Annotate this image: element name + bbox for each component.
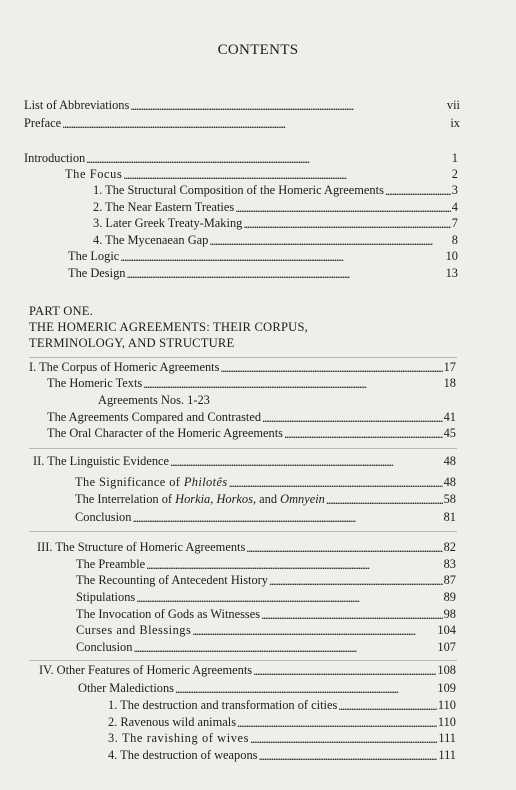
label-text: , (210, 492, 214, 506)
dot-leader (86, 152, 451, 165)
toc-page-number: 81 (443, 510, 456, 524)
dot-leader (246, 541, 442, 554)
toc-entry-label: The Invocation of Gods as Witnesses (76, 607, 261, 621)
label-text: The Significance of (75, 475, 181, 489)
toc-page-number: 109 (437, 681, 456, 695)
toc-entry-label: The Homeric Texts (47, 376, 143, 390)
toc-entry-destruction-weapons[interactable] (108, 748, 456, 762)
toc-entry-label: List of Abbreviations (24, 98, 130, 112)
dot-leader (130, 99, 446, 112)
toc-entry-wild-animals[interactable] (108, 715, 456, 729)
toc-entry-label: Other Maledictions (78, 681, 175, 695)
toc-entry-label: 3. Later Greek Treaty-Making (93, 216, 243, 230)
dot-leader (326, 493, 443, 506)
toc-entry-label: The Design (68, 266, 126, 280)
toc-entry-focus[interactable] (65, 167, 458, 181)
dot-leader (250, 732, 437, 745)
toc-page-number: ix (450, 116, 460, 130)
dot-leader (133, 641, 436, 654)
toc-entry-agreements-nos[interactable]: Agreements Nos. 1-23 (98, 393, 210, 407)
toc-entry-abbreviations[interactable] (24, 98, 460, 112)
toc-entry-label: Stipulations (76, 590, 136, 604)
dot-leader (237, 716, 437, 729)
toc-entry-antecedent-history[interactable] (76, 573, 456, 587)
toc-page-number: 18 (443, 376, 456, 390)
toc-page-number: 89 (443, 590, 456, 604)
toc-entry-preamble[interactable] (76, 557, 456, 571)
toc-entry-label: 1. The Structural Composition of the Homeric Agreements (93, 183, 384, 197)
toc-entry-label: Preface (24, 116, 62, 130)
toc-entry-label: Introduction (24, 151, 86, 165)
toc-page-number: 1 (451, 151, 458, 165)
section-divider (29, 448, 457, 449)
section-divider (29, 531, 457, 532)
toc-page-number: 3 (451, 183, 458, 197)
toc-page-number: 58 (443, 492, 456, 506)
toc-entry-label: I. The Corpus of Homeric Agreements (29, 360, 220, 374)
toc-entry-structural-composition[interactable] (93, 183, 458, 197)
toc-entry-label: II. The Linguistic Evidence (33, 454, 170, 468)
toc-entry-chapter-4[interactable] (39, 663, 456, 677)
toc-page-number: 108 (437, 663, 456, 677)
toc-entry-label: The Logic (68, 249, 120, 263)
toc-entry-introduction[interactable] (24, 151, 458, 165)
toc-page-number: 13 (445, 266, 458, 280)
dot-leader (243, 217, 450, 230)
toc-page-number: 82 (443, 540, 456, 554)
page-title: CONTENTS (217, 42, 299, 58)
italic-term: Omnyein (280, 492, 325, 506)
dot-leader (385, 184, 451, 197)
part-heading-line1: PART ONE. (29, 304, 94, 318)
toc-page-number: 17 (443, 360, 456, 374)
label-text: , and (252, 492, 278, 506)
toc-entry-label: Curses and Blessings (76, 623, 192, 637)
toc-entry-philotes[interactable] (75, 475, 456, 489)
dot-leader (262, 411, 443, 424)
toc-entry-chapter-1[interactable] (29, 360, 456, 374)
toc-page-number: 87 (443, 573, 456, 587)
toc-page-number: 107 (437, 640, 456, 654)
toc-entry-label (75, 475, 228, 489)
toc-entry-design[interactable] (68, 266, 458, 280)
toc-page-number: 2 (451, 167, 458, 181)
dot-leader (126, 267, 444, 280)
dot-leader (132, 511, 442, 524)
toc-entry-label: The Focus (65, 167, 123, 181)
toc-page-number: 104 (437, 623, 456, 637)
toc-page-number: vii (446, 98, 460, 112)
toc-entry-stipulations[interactable] (76, 590, 456, 604)
toc-entry-label: The Recounting of Antecedent History (76, 573, 269, 587)
toc-entry-invocation[interactable] (76, 607, 456, 621)
toc-entry-label: 2. Ravenous wild animals (108, 715, 237, 729)
toc-entry-label: IV. Other Features of Homeric Agreements (39, 663, 253, 677)
toc-entry-chapter-3[interactable] (37, 540, 456, 554)
toc-entry-conclusion-2[interactable] (75, 510, 456, 524)
toc-page-number: 7 (451, 216, 458, 230)
dot-leader (192, 624, 436, 637)
toc-entry-label: The Agreements Compared and Contrasted (47, 410, 262, 424)
dot-leader (269, 574, 443, 587)
toc-page-number: 98 (443, 607, 456, 621)
dot-leader (338, 699, 437, 712)
dot-leader (175, 682, 436, 695)
toc-entry-interrelation[interactable] (75, 492, 456, 506)
toc-page-number: 41 (443, 410, 456, 424)
toc-page-number: 8 (451, 233, 458, 247)
section-divider (29, 660, 457, 661)
toc-page-number: 10 (445, 249, 458, 263)
toc-entry-other-maledictions[interactable] (78, 681, 456, 695)
italic-term: Philotês (183, 475, 228, 489)
dot-leader (229, 476, 443, 489)
part-heading-line3: TERMINOLOGY, AND STRUCTURE (29, 336, 235, 350)
toc-entry-compared-contrasted[interactable] (47, 410, 456, 424)
toc-entry-label: The Oral Character of the Homeric Agreements (47, 426, 284, 440)
toc-entry-ravishing-wives[interactable] (108, 731, 456, 745)
toc-page-number: 4 (451, 200, 458, 214)
toc-entry-label: III. The Structure of Homeric Agreements (37, 540, 246, 554)
dot-leader (146, 558, 442, 571)
toc-entry-homeric-texts[interactable] (47, 376, 456, 390)
toc-entry-label: 4. The Mycenaean Gap (93, 233, 209, 247)
toc-entry-destruction-cities[interactable] (108, 698, 456, 712)
dot-leader (123, 168, 450, 181)
dot-leader (253, 664, 436, 677)
toc-page-number: 110 (437, 698, 456, 712)
toc-entry-chapter-2[interactable] (33, 454, 456, 468)
toc-entry-label: Conclusion (75, 510, 132, 524)
toc-entry-label: 3. The ravishing of wives (108, 731, 250, 745)
toc-page-number: 48 (443, 475, 456, 489)
toc-entry-label: 2. The Near Eastern Treaties (93, 200, 235, 214)
toc-page-number: 111 (438, 748, 456, 762)
dot-leader (136, 591, 442, 604)
dot-leader (261, 608, 443, 621)
toc-entry-label (75, 492, 325, 506)
toc-entry-label: 1. The destruction and transformation of cities (108, 698, 338, 712)
toc-page-number: 110 (437, 715, 456, 729)
toc-entry-label: The Preamble (76, 557, 146, 571)
toc-entry-mycenaean-gap[interactable] (93, 233, 458, 247)
toc-entry-label: 4. The destruction of weapons (108, 748, 258, 762)
section-divider (29, 357, 457, 358)
toc-page-number: 83 (443, 557, 456, 571)
italic-term: Horkos (216, 492, 253, 506)
toc-entry-preface[interactable] (24, 116, 460, 130)
dot-leader (258, 749, 437, 762)
dot-leader (120, 250, 444, 263)
toc-entry-conclusion-3[interactable] (76, 640, 456, 654)
toc-entry-oral-character[interactable] (47, 426, 456, 440)
dot-leader (143, 377, 442, 390)
dot-leader (62, 117, 449, 130)
toc-entry-curses-blessings[interactable] (76, 623, 456, 637)
dot-leader (284, 427, 443, 440)
toc-page-number: 48 (443, 454, 456, 468)
toc-page-number: 111 (438, 731, 456, 745)
label-text: The Interrelation of (75, 492, 173, 506)
italic-term: Horkia (175, 492, 211, 506)
toc-entry-label: Conclusion (76, 640, 133, 654)
toc-entry-near-eastern-treaties[interactable] (93, 200, 458, 214)
toc-entry-later-greek[interactable] (93, 216, 458, 230)
dot-leader (235, 201, 451, 214)
toc-entry-logic[interactable] (68, 249, 458, 263)
dot-leader (170, 455, 443, 468)
dot-leader (220, 361, 442, 374)
part-heading-line2: THE HOMERIC AGREEMENTS: THEIR CORPUS, (29, 320, 309, 334)
toc-page-number: 45 (443, 426, 456, 440)
dot-leader (209, 234, 450, 247)
